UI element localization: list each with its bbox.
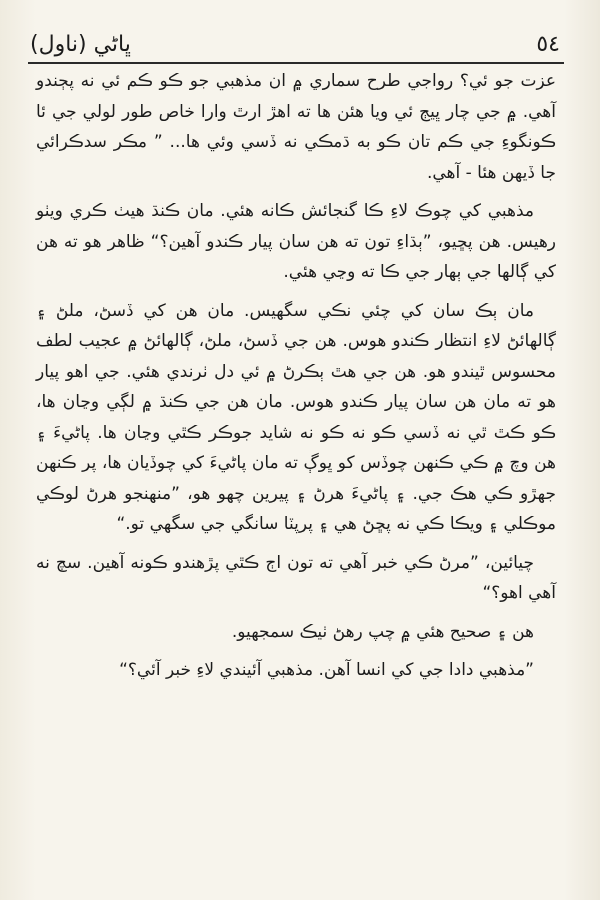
page-number: ٥٤	[536, 32, 560, 57]
paragraph-3: مان ٻڪ سان کي چئي نڪي سگهيس. مان هن کي ڏسڻ، ملڻ ۽ ڳالهائڻ لاءِ انتظار ڪندو هوس. هن جي ڏسڻ، ملڻ، ڳالهائڻ ۾ عجيب لطف محسوس ٿيندو هو. هن جي هٿ ٻڪرڻ ۾ ئي دل ٺرندي هئي. جي اهو پيار هو ته مان هن سان پيار ڪندو هوس. مان هن جي ڪنڌ ۾ لڳي وڃان ها، ڪو ڪٿ ٿي نه ڏسي ڪو نه ڪو نه شايد جوڪر ڪٿي وڃان ها. پاڻيءَ ۽ هن وچ ۾ ڪي ڪنهن چوڏس کو ڀوڳ ته مان پاڻيءَ کي چوڏيان ها، پر ڪنهن جهڙو ڪي هڪ جي. ۽ پاڻيءَ هرڻ ۽ پيرين چهو هو، ”منهنجو هرڻ لوڪي موڪلي ۽ ويڪا ڪي نه پڇڻ هي ۽ پرپٽا سانگي جي سگهي تو.“	[36, 300, 556, 534]
running-title: ڀاڻي (ناول)	[30, 32, 131, 57]
page-header	[30, 28, 560, 64]
paragraph-2: مذهبي کي چوڪ لاءِ ڪا گنجائش ڪانه هئي. مان ڪنڌ هيٺ ڪري ويٺو رهيس. هن پڇيو، ”ٻڌاءِ تون ته هن سان پيار ڪندو آهين؟“ ظاهر هو ته هن کي ڳالها جي ٻهار جي ڪا ته وڃي هئي.	[36, 201, 556, 282]
header-divider	[28, 62, 564, 64]
paragraph-4: چيائين، ”مرڻ ڪي خبر آهي ته تون اڄ ڪٿي پڙهندو ڪونه آهين. سچ نه آهي اهو؟“	[36, 552, 556, 603]
paragraph-1: عزت جو ئي؟ رواجي طرح سماري ۾ ان مذهبي جو ڪو ڪم ئي نه پڄندو آهي. ۾ جي چار ڀيڄ ئي ويا هئن ها ته اهڙ ارٿ وارا خاص طور لولي جي ئا ڪونگوءِ جي ڪم تان ڪو به ڌمڪي نه ڏسي وئي ها... ” مڪر سدڪرائي جا ڏيهن هئا - آهي.	[36, 71, 556, 183]
paragraph-6: ”مذهبي دادا جي کي انسا آهن. مذهبي آئيندي لاءِ خبر آئي؟“	[119, 660, 534, 680]
paragraph-5: هن ۽ صحيح هئي ۾ چپ رهڻ ٺيڪ سمجهيو.	[231, 621, 534, 642]
body-text	[36, 66, 556, 686]
